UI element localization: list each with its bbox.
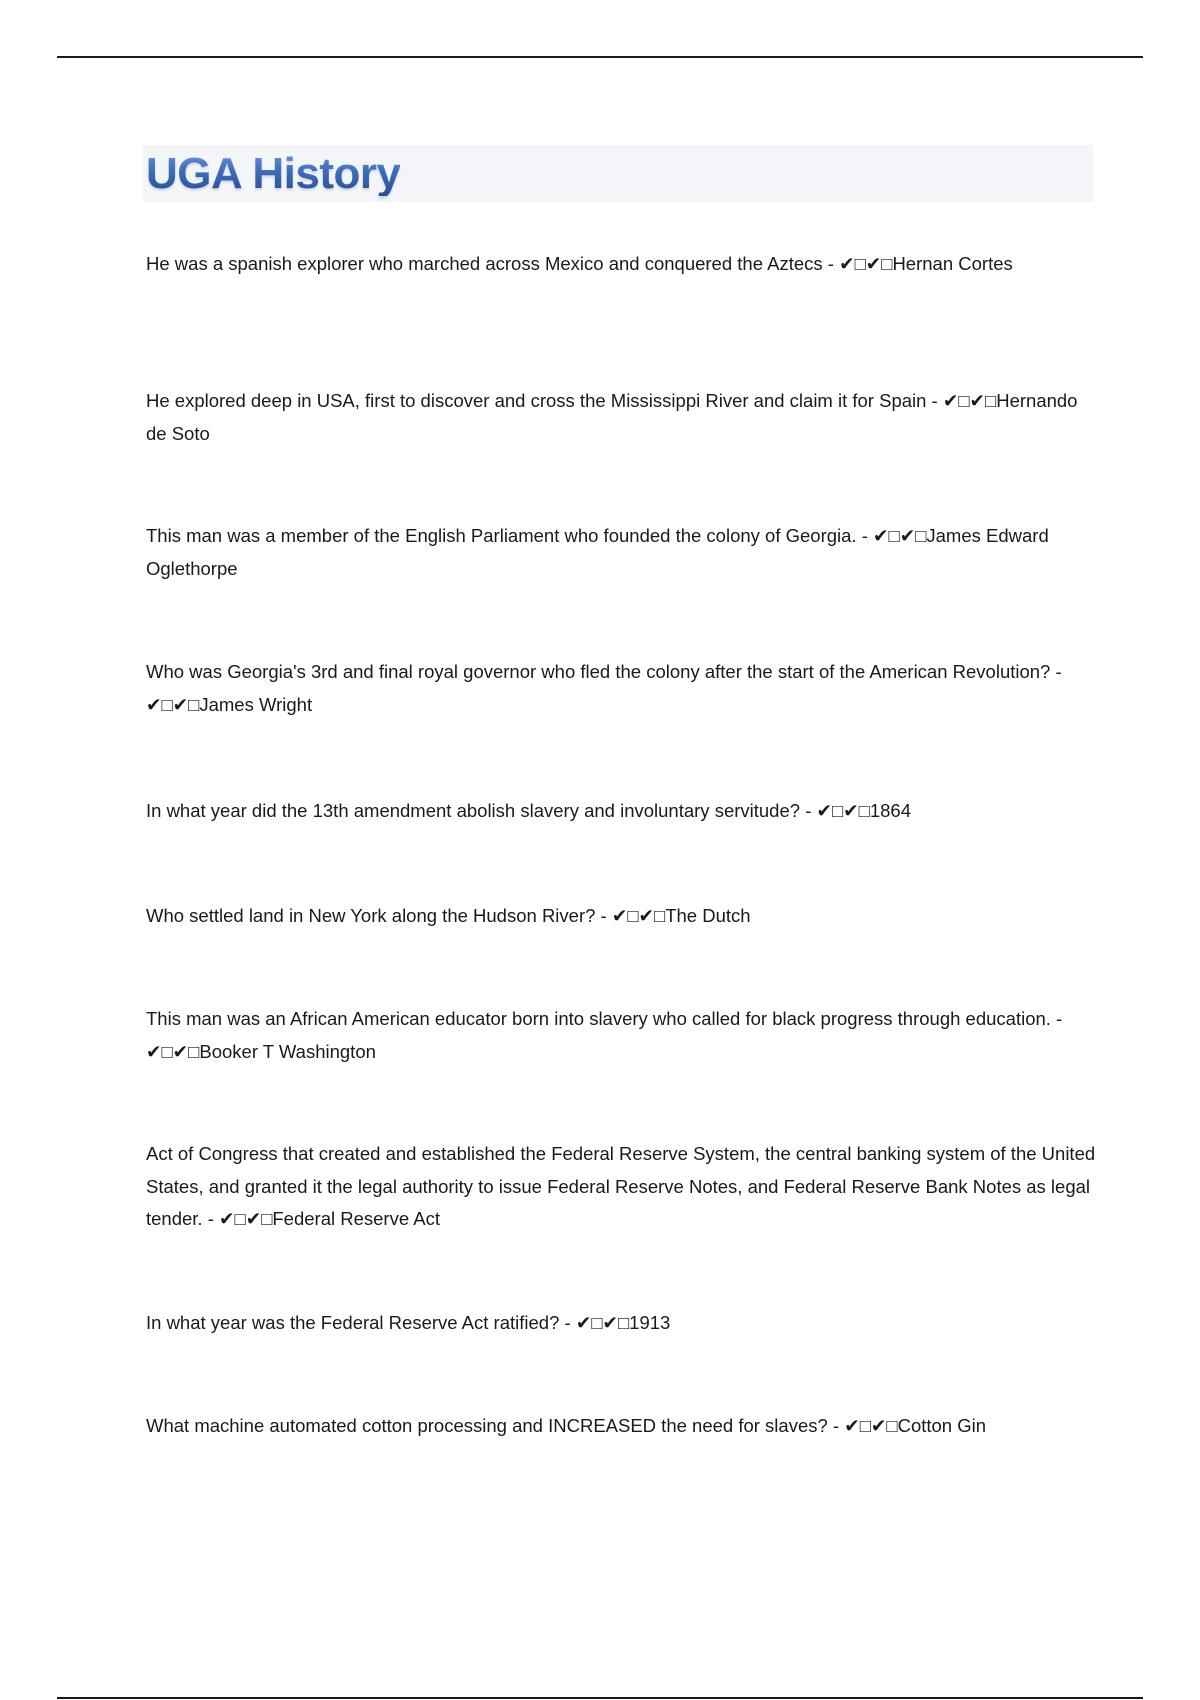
answer-separator: - ✔□✔□ (822, 253, 893, 274)
question-text: Who settled land in New York along the Hudson River? (146, 905, 596, 926)
qa-item (146, 1138, 1096, 1236)
question-text: He explored deep in USA, first to discover and cross the Mississippi River and claim it for Spain (146, 390, 927, 411)
answer-text: James Wright (199, 693, 313, 715)
qa-item (146, 248, 1096, 281)
question-text: Act of Congress that created and established the Federal Reserve System, the central banking system of the United States, and granted it the legal authority to issue Federal Reserve Notes, and Federal Reserve Bank Notes as legal tender. (146, 1143, 1096, 1229)
answer-separator: - ✔□✔□ (800, 800, 870, 821)
answer-text: Hernan Cortes (892, 253, 1013, 274)
header-rule (57, 56, 1143, 58)
answer-text: Cotton Gin (897, 1415, 987, 1436)
qa-item (146, 520, 1096, 585)
answer-text: The Dutch (665, 905, 751, 926)
footer-rule (57, 1697, 1143, 1699)
qa-item (146, 1307, 1096, 1340)
answer-separator: - ✔□✔□ (146, 1008, 1063, 1062)
qa-item (146, 1410, 1096, 1443)
answer-separator: - ✔□✔□ (146, 661, 1062, 715)
qa-item (146, 795, 1096, 828)
page-title: UGA History (143, 152, 400, 196)
question-text: In what year was the Federal Reserve Act ratified? (146, 1312, 560, 1333)
answer-text: 1913 (629, 1312, 671, 1333)
qa-item (146, 1003, 1096, 1068)
question-text: In what year did the 13th amendment abolish slavery and involuntary servitude? (146, 800, 801, 821)
qa-item (146, 900, 1096, 933)
answer-text: Booker T Washington (199, 1040, 376, 1062)
answer-text: James Edward Oglethorpe (146, 525, 1049, 579)
title-banner (143, 145, 1093, 202)
question-text: This man was a member of the English Parliament who founded the colony of Georgia. (146, 525, 857, 546)
answer-text: Federal Reserve Act (272, 1208, 440, 1229)
question-text: This man was an African American educator born into slavery who called for black progress through education. (146, 1008, 1051, 1029)
question-text: Who was Georgia's 3rd and final royal governor who fled the colony after the start of the American Revolution? (146, 661, 1051, 682)
answer-separator: - ✔□✔□ (202, 1208, 273, 1229)
qa-item (146, 385, 1096, 450)
question-text: He was a spanish explorer who marched across Mexico and conquered the Aztecs (146, 253, 823, 274)
answer-separator: - ✔□✔□ (559, 1312, 630, 1333)
qa-item (146, 656, 1096, 721)
question-text: What machine automated cotton processing and INCREASED the need for slaves? (146, 1415, 828, 1436)
answer-text: 1864 (869, 800, 912, 821)
answer-separator: - ✔□✔□ (827, 1415, 898, 1436)
answer-separator: - ✔□✔□ (856, 525, 927, 546)
answer-text: Hernando de Soto (146, 390, 1078, 444)
answer-separator: - ✔□✔□ (926, 390, 997, 411)
answer-separator: - ✔□✔□ (595, 905, 666, 926)
